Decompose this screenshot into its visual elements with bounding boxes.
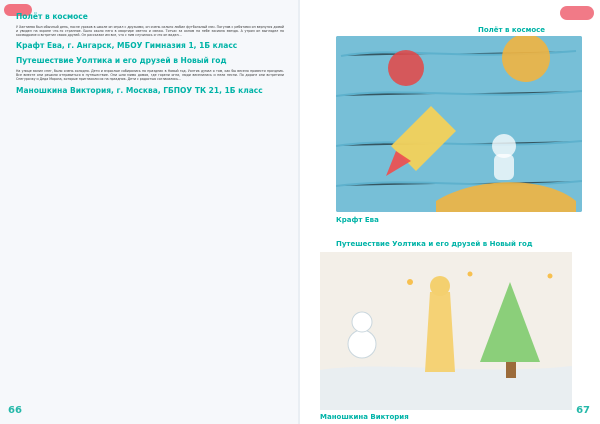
page-number: 66 <box>8 405 22 416</box>
story-author: Маношкина Виктория, г. Москва, ГБПОУ ТК 21, 1Б класс <box>16 85 263 95</box>
picture-caption: Крафт Ева <box>336 216 379 224</box>
space-drawing <box>336 36 582 212</box>
new-year-drawing-art <box>320 252 572 410</box>
new-year-drawing <box>320 252 572 410</box>
picture-title: Путешествие Уолтика и его друзей в Новый год <box>336 240 533 248</box>
story-author: Крафт Ева, г. Ангарск, МБОУ Гимназия 1, 1Б класс <box>16 41 238 51</box>
left-text-column <box>16 12 284 101</box>
space-drawing-art <box>336 36 582 212</box>
left-page <box>0 0 298 424</box>
story-title: Полёт в космосе <box>16 12 88 21</box>
story-text: У Халтиева был обычный день, после уроков в школе он играл с друзьями, он очень сильно любил футбольный мяч. Погуляв с ребятами он вернулся домой и увидел на экране что-то странное. Было около него в квартире светло и свежо. Тотчас за окном на небе засияла звезда. А утром он выглядел на космодроме и встретил своих друзей. Он рассказал им все, что с ним случилось и что он видел... <box>16 25 284 38</box>
story-title: Путешествие Уолтика и его друзей в Новый год <box>16 56 227 66</box>
page-number: 67 <box>576 405 590 416</box>
picture-caption: Маношкина Виктория <box>320 413 409 421</box>
picture-title: Полёт в космосе <box>478 26 546 34</box>
story-text: На улице валил снег, было очень холодно. Дети и взрослые собирались на праздник в Новый год. Уолтик думал о том, как бы весело провести праздник. Все вместе они решили отправиться в путешествие. Они шли мимо домов, где горели огни, люди веселились и пели песни. По дороге они встретили Снегурочку и Деда Мороза, которые пригласили их на праздник. Дети с радостью согласились... <box>16 69 284 82</box>
cloud-decoration <box>560 6 594 20</box>
